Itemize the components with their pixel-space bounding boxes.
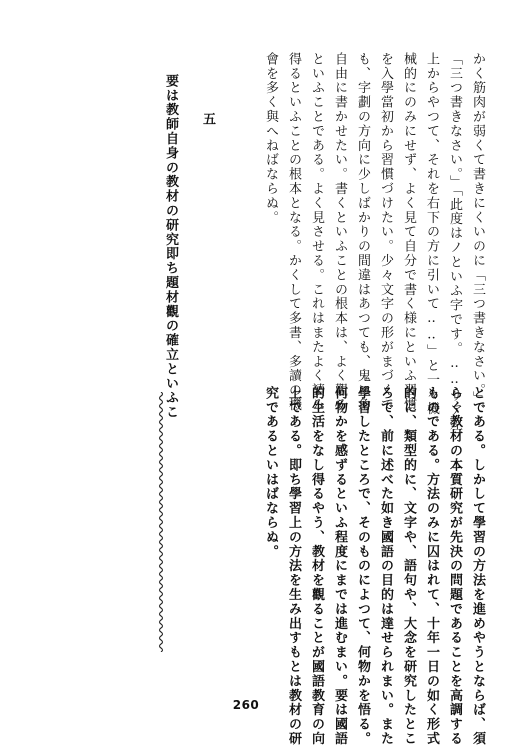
text-line: を入學當初から習慣づけたい。少々文字の形がまづくて xyxy=(378,52,393,412)
section-number: 五 xyxy=(200,112,215,125)
text-line: 「三つ書きなさい。」「此度はノといふ字です。‥‥サア左 xyxy=(447,52,462,432)
text-line: ものである。方法のみに囚はれて、十年一日の如く形式 xyxy=(424,386,439,746)
text-line: とである。しかして學習の方法を進めやうとならば、須 xyxy=(470,386,485,746)
text-line: かく筋肉が弱くて書きにくいのに「三つ書きなさい。」 xyxy=(470,52,485,406)
text-line: らく教材の本質研究が先決の問題であることを高調する xyxy=(447,386,462,746)
text-line: 的生活をなし得るやう、教材を觀ることが國語教育の向 xyxy=(309,386,324,746)
text-line: 何物かを感ずるといふ程度にまでは進むまい。要は國語 xyxy=(332,386,347,746)
text-line: 上である。即ち學習上の方法を生み出すもとは教材の研 xyxy=(286,386,301,746)
text-line: 究であるといはばならぬ。 xyxy=(263,386,278,559)
text-line: といふことである。よく見させる。これはまたよく讀み xyxy=(309,52,324,412)
text-line: 得るといふことの根本となる。かくして多書、多讀の機 xyxy=(286,52,301,412)
section-heading: 要は教師自身の教材の研究即ち題材觀の確立といふこ xyxy=(163,74,178,420)
text-line: 學習したところで、そのものによつて、何物かを悟る。 xyxy=(355,386,370,746)
text-line: ろで、前に述べた如き國語の目的は達せられまい。また xyxy=(378,386,393,746)
text-line: 上からやつて、それを右下の方に引いて‥‥」と一々機 xyxy=(424,52,439,416)
text-line: も、字劃の方向に少しばかりの間違はあつても、鬼に角 xyxy=(355,52,370,412)
page-number: 260 xyxy=(232,698,260,712)
wavy-emphasis-line xyxy=(156,392,166,652)
text-line: 自由に書かせたい。書くといふことの根本は、よく觀る xyxy=(332,52,347,412)
text-line: 械的にのみにせず、よく見て自分で書く様にといふ習慣 xyxy=(401,52,416,412)
text-line: 的に、類型的に、文字や、語句や、大念を研究したとこ xyxy=(401,386,416,746)
text-line: 會を多く與へねばならぬ。 xyxy=(263,52,278,225)
